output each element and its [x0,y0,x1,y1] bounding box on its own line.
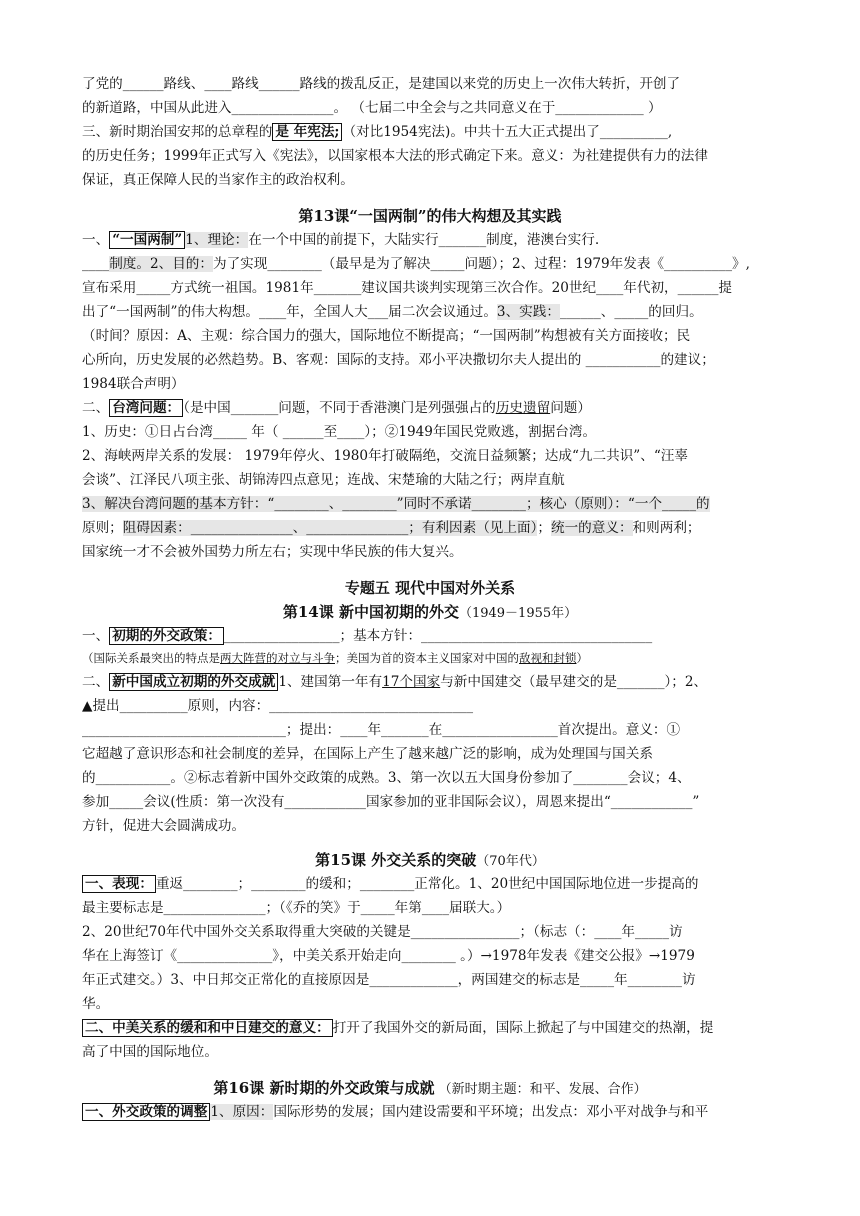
text-segment: 2、海峡两岸关系的发展： 1979年停火、1980年打破隔绝，交流日益频繁；达成“九二共识”、“汪辜 [82,448,688,464]
text-segment: 和则两利； [632,520,701,536]
section-title [0,1076,860,1100]
text-segment: （70年代） [476,854,545,869]
text-line [82,944,778,968]
text-segment: 1、历史：①日占台湾_____ 年（ ______至____）；②1949年国民党败逃，割据台湾。 [82,424,597,440]
text-segment: ； [537,520,551,536]
text-segment: ____ [82,256,110,272]
text-segment: 问题） [550,400,591,416]
text-segment: 在一个中国的前提下，大陆实行_______制度，港澳台实行. [248,232,600,248]
boxed-heading: 二、中美关系的缓和和中日建交的意义： [82,1019,333,1037]
text-segment: 为了实现________（最早是为了解决_____问题）；2、过程：1979年发表《__________》, [213,256,750,272]
text-segment: 的新道路，中国从此进入_______________。 （七届二中全会与之共同意义在于_____________ ） [82,100,662,116]
text-segment: 最主要标志是_______________；（《乔的笑》于_____年第____届联大。） [82,900,511,916]
text-line [82,646,778,670]
text-segment: 打开了我国外交的新局面，国际上掀起了与中国建交的热潮，提 [332,1020,714,1036]
text-segment: 3、实践： [496,304,560,320]
text-line [82,694,778,718]
text-segment: 核心（原则）：“一个_____的 [539,496,710,512]
text-segment: 了党的______路线、____路线______路线的拨乱反正，是建国以来党的历史上一次伟大转折，开创了 [82,76,681,92]
text-line [82,920,778,944]
text-segment: 1、建国第一年有 [278,674,383,690]
text-segment: （是中国_______问题，不同于香港澳门是列强强占的 [183,400,496,416]
text-segment: 历史遗留 [495,400,551,416]
text-segment: 重返________；________的缓和；________正常化。1、20世纪中国国际地位进一步提高的 [155,876,699,892]
text-segment: 它超越了意识形态和社会制度的差异，在国际上产生了越来越广泛的影响，成为处理国与国关系 [82,746,653,762]
text-segment: ；美国为首的资本主义国家对中国的 [335,651,519,665]
text-segment: 方针，促进大会圆满成功。 [82,818,246,834]
text-segment: （对比1954宪法)。中共十五大正式提出了__________, [342,124,673,140]
text-segment: 年正式建交。）3、中日邦交正常化的直接原因是_____________，两国建交的标志是_____年________访 [82,972,696,988]
text-line [82,1040,778,1064]
text-segment: 第15课 外交关系的突破 [315,851,477,869]
text-segment: ▲提出__________原则，内容：______________________________ [82,698,474,714]
text-segment: （1949－1955年） [458,606,578,621]
text-line [82,300,778,324]
text-segment: 制度。2、目的： [109,256,213,272]
text-segment: 三、新时期治国安邦的总章程的 [82,124,273,140]
text-line [82,540,778,564]
boxed-heading: “一国两制” [109,231,185,249]
text-segment: _________________；基本方针：__________________________________ [223,628,653,644]
text-line [82,120,778,144]
text-segment: 国家统一才不会被外国势力所左右；实现中华民族的伟大复兴。 [82,544,463,560]
text-line [82,168,778,192]
text-line [82,872,778,896]
section-title [0,576,860,600]
text-segment: 原则； [82,520,123,536]
text-segment: 二、 [82,674,110,690]
text-line [82,968,778,992]
text-segment: ） [576,651,588,665]
text-segment: 华。 [82,996,110,1012]
text-line [82,348,778,372]
text-segment: 1、理论： [185,232,249,248]
text-segment: 的___________。②标志着新中国外交政策的成熟。3、第一次以五大国身份参加了________会议；4、 [82,770,691,786]
text-line [82,252,778,276]
text-segment: 第13课“一国两制”的伟大构想及其实践 [298,207,562,225]
text-line [82,324,778,348]
text-line [82,790,778,814]
text-line [82,896,778,920]
boxed-heading: 一、外交政策的调整 [82,1103,210,1121]
text-line [82,814,778,838]
text-line [82,742,778,766]
boxed-heading: 一、表现： [82,875,156,893]
text-segment: 专题五 现代中国对外关系 [344,579,516,597]
text-line [82,144,778,168]
text-line [82,420,778,444]
boxed-heading: 新中国成立初期的外交成就 [109,673,278,691]
text-segment: 第16课 新时期的外交政策与成就 [213,1079,435,1097]
text-line [82,670,778,694]
text-segment: （时间？原因：A、主观：综合国力的强大，国际地位不断提高；“一国两制”构想被有关方面接收；民 [82,328,691,344]
section-title [0,204,860,228]
text-segment: 出了“一国两制”的伟大构想。____年，全国人大___届二次会议通过。 [82,304,497,320]
text-line [82,718,778,742]
text-segment: 高了中国的国际地位。 [82,1044,218,1060]
text-line [82,96,778,120]
text-segment: 2、20世纪70年代中国外交关系取得重大突破的关键是________________；（标志（：____年_____访 [82,924,683,940]
boxed-heading: 台湾问题： [109,399,183,417]
text-segment: 一、 [82,232,110,248]
text-segment: ______________________________；提出：____年_______在_________________首次提出。意义：① [82,722,681,738]
text-segment: 华在上海签订《______________》，中美关系开始走向________ 。）→1978年发表《建交公报》→1979 [82,948,695,964]
text-line [82,492,778,516]
text-line [82,276,778,300]
text-segment: （国际关系最突出的特点是 [82,651,220,665]
text-segment: 阻碍因素：_______________、_______________； [122,520,422,536]
section-title [0,600,860,624]
text-segment: 宣布采用_____方式统一祖国。1981年_______建议国共谈判实现第三次合作。20世纪____年代初，______提 [82,280,733,296]
text-segment: 3、解决台湾问题的基本方针：“________、________”同时不承诺________； [82,496,540,512]
text-line [82,228,778,252]
text-segment: 第14课 新中国初期的外交 [282,603,459,621]
text-segment: 两大阵营的对立与斗争 [220,651,335,665]
text-line [82,396,778,420]
text-segment: 心所向，历史发展的必然趋势。B、客观：国际的支持。邓小平决撒切尔夫人提出的 ___________的建议； [82,352,715,368]
section-title [0,848,860,872]
text-line [82,444,778,468]
text-line [82,372,778,396]
text-line [82,624,778,648]
text-line [82,992,778,1016]
text-segment: ______、_____的回归。 [559,304,703,320]
text-segment: 1984联合声明） [82,376,185,392]
text-line [82,1100,778,1124]
text-segment: 参加_____会议(性质：第一次没有____________国家参加的亚非国际会议），周恩来提出“____________” [82,794,700,810]
text-line [82,766,778,790]
text-line [82,1016,778,1040]
boxed-heading: 是 年宪法; [272,123,342,141]
text-segment: 一、 [82,628,110,644]
text-line [82,72,778,96]
text-segment: 17个国家 [382,674,441,690]
text-segment: 1、原因： [210,1104,274,1120]
text-segment: （新时期主题：和平、发展、合作） [434,1082,647,1097]
text-segment: 统一的意义： [550,520,633,536]
boxed-heading: 初期的外交政策： [109,627,224,645]
text-line [82,468,778,492]
text-segment: 二、 [82,400,110,416]
text-segment: 保证，真正保障人民的当家作主的政治权利。 [82,172,354,188]
text-segment: 国际形势的发展；国内建设需要和平环境；出发点：邓小平对战争与和平 [273,1104,709,1120]
text-segment: 有利因素（见上面） [421,520,538,536]
text-segment: 会谈”、江泽民八项主张、胡锦涛四点意见；连战、宋楚瑜的大陆之行；两岸直航 [82,472,565,488]
text-line [82,516,778,540]
text-segment: 敌视和封锁 [519,651,577,665]
text-segment: 与新中国建交（最早建交的是_______）；2、 [440,674,708,690]
text-segment: 的历史任务；1999年正式写入《宪法》，以国家根本大法的形式确定下来。意义：为社建提供有力的法律 [82,148,708,164]
